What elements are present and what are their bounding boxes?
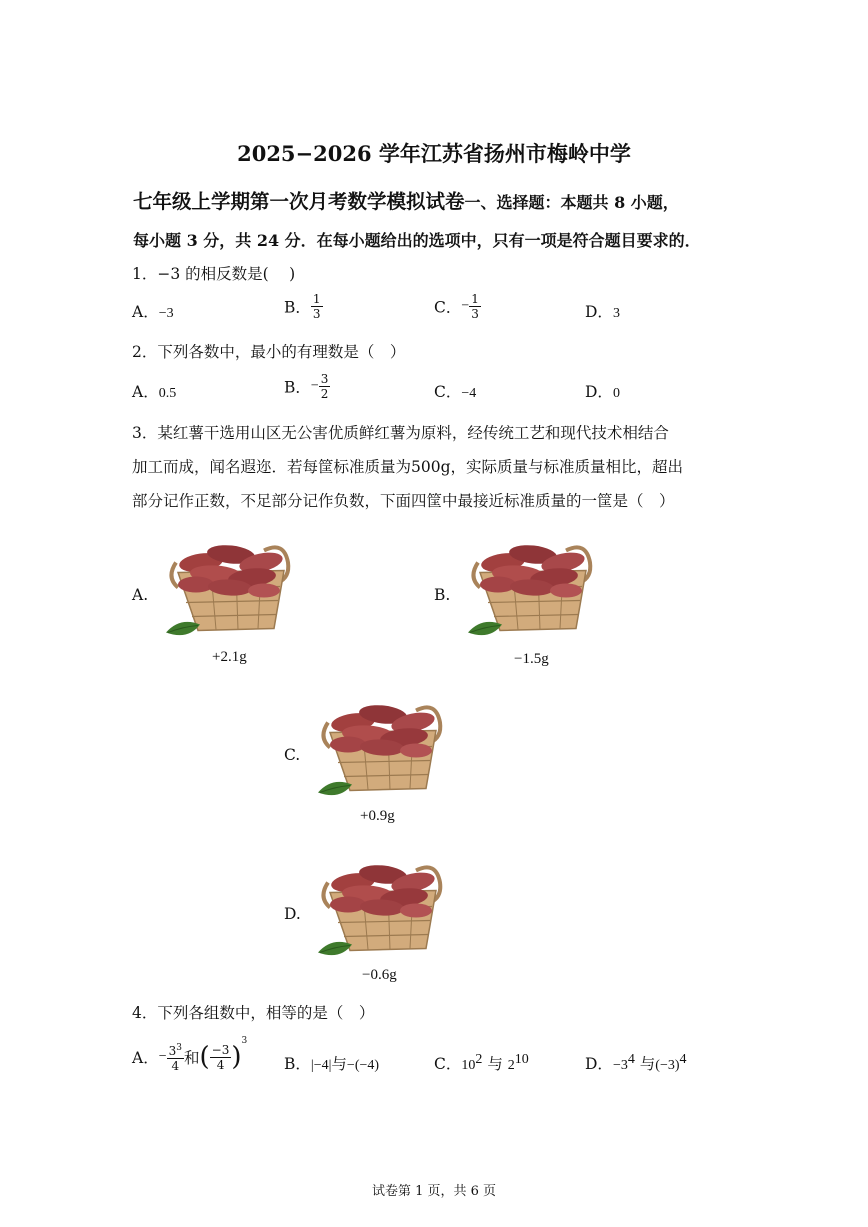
q2-option-a: A．0.5 xyxy=(132,383,177,401)
question-2-stem: 2．下列各数中，最小的有理数是（ ） xyxy=(132,343,406,361)
q4-option-d: D．$-3^4$ 与$(-3)^4$ xyxy=(585,1052,687,1074)
exam-subtitle: 七年级上学期第一次月考数学模拟试卷 xyxy=(133,190,465,213)
q4-option-a: A．− $\frac{3^3}{4}$ 和( $\frac{-3}{4}$ )$^3$ xyxy=(132,1036,248,1073)
question-3-stem-line2: 加工而成，闻名遐迩．若每筐标准质量为500g，实际质量与标准质量相比，超出 xyxy=(132,458,684,476)
q2-option-c: C．−4 xyxy=(434,383,477,401)
q3-option-b-label: B. xyxy=(434,586,451,604)
q3-option-c-caption: +0.9g xyxy=(360,808,395,824)
section-heading: 一、选择题：本题共 8 小题， xyxy=(464,193,679,212)
q1-option-c: C．− $\frac{1}{3}$ xyxy=(434,292,479,321)
q2-option-d: D．0 xyxy=(585,383,620,401)
q4-option-b: B．|−4|与−(−4) xyxy=(284,1055,380,1073)
sweet-potato-basket-image-b xyxy=(468,530,598,645)
question-3-stem-line1: 3．某红薯干选用山区无公害优质鲜红薯为原料，经传统工艺和现代技术相结合 xyxy=(132,424,669,442)
q1-option-a: A．−3 xyxy=(132,303,174,321)
q2-option-b: B．− $\frac{3}{2}$ xyxy=(284,372,329,401)
exam-title-line1: 2025−2026 学年江苏省扬州市梅岭中学 xyxy=(237,141,631,166)
section-description: 每小题 3 分，共 24 分．在每小题给出的选项中，只有一项是符合题目要求的． xyxy=(133,231,701,250)
q3-option-d-caption: −0.6g xyxy=(362,967,397,983)
q3-option-c-label: C. xyxy=(284,746,301,764)
page-footer: 试卷第 1 页，共 6 页 xyxy=(371,1184,497,1199)
question-1-stem: 1．−3 的相反数是( ) xyxy=(132,265,296,283)
q4-option-c: C．$10^2$ 与 $2^{10}$ xyxy=(434,1052,529,1074)
sweet-potato-basket-image-c xyxy=(318,690,448,805)
q3-option-d-label: D. xyxy=(284,905,301,923)
question-4-stem: 4．下列各组数中，相等的是（ ） xyxy=(132,1004,375,1022)
q3-option-b-caption: −1.5g xyxy=(514,651,549,667)
q1-option-d: D．3 xyxy=(585,303,620,321)
question-3-stem-line3: 部分记作正数，不足部分记作负数，下面四筐中最接近标准质量的一筐是（ ） xyxy=(132,492,675,510)
exam-title-line2 xyxy=(133,186,679,214)
q1-option-b: B． $\frac{1}{3}$ xyxy=(284,292,321,321)
sweet-potato-basket-image-d xyxy=(318,850,448,965)
sweet-potato-basket-image-a xyxy=(166,530,296,645)
q3-option-a-caption: +2.1g xyxy=(212,649,247,665)
q3-option-a-label: A. xyxy=(132,586,149,604)
